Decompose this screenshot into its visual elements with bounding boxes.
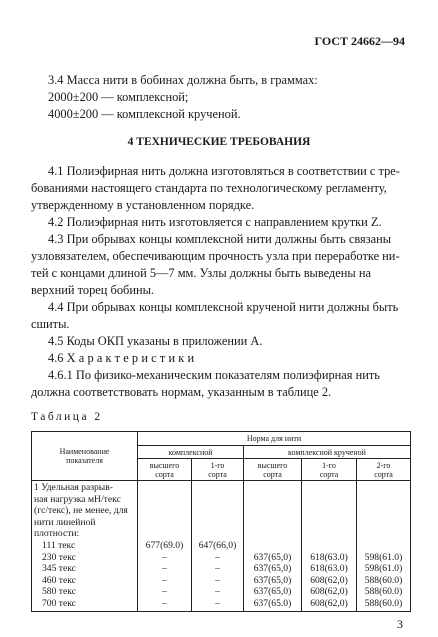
density-580: 580 текс: [42, 587, 76, 598]
table-cell: 608(62,0): [310, 586, 348, 598]
column-twisted-highest: [244, 481, 302, 612]
table-2: [31, 431, 411, 612]
table-cell: 637(65,0): [253, 551, 292, 563]
table-cell: 618(63.0): [310, 563, 348, 575]
table-cell: 588(60.0): [364, 597, 403, 609]
mass-complex: 2000±200 — комплексной;: [48, 90, 189, 104]
mass-twisted: 4000±200 — комплексной крученой.: [48, 107, 241, 121]
table-header-grade: 2-го сорта: [357, 459, 411, 481]
table-parameter-cell: [32, 481, 138, 612]
column-twisted-first: [302, 481, 357, 612]
paragraph-4-5: 4.5 Коды ОКП указаны в приложении А.: [48, 334, 263, 348]
table-cell: 598(61.0): [364, 563, 403, 575]
section-title: 4 ТЕХНИЧЕСКИЕ ТРЕБОВАНИЯ: [127, 136, 311, 148]
table-cell: [303, 540, 355, 552]
parameter-line: ная нагрузка мН/текс: [34, 494, 121, 505]
table-cell: [245, 540, 300, 552]
table-cell: 608(62,0): [310, 574, 348, 586]
table-cell: –: [162, 597, 167, 609]
paragraph-4-1-line: бованиями настоящего стандарта по технологическому регламенту,: [31, 181, 387, 195]
paragraph-4-6-number: 4.6: [48, 351, 64, 365]
table-header-grade: 1-го сорта: [302, 459, 357, 481]
table-cell: 598(61.0): [364, 551, 403, 563]
table-cell: –: [162, 563, 167, 575]
paragraph-4-3-line: узловязателем, обеспечивающим прочность узла при переработке ни-: [31, 249, 400, 263]
table-header-grade: высшего сорта: [138, 459, 192, 481]
table-cell: 588(60.0): [364, 574, 403, 586]
table-cell: 637(65.0): [253, 597, 292, 609]
table-cell: –: [162, 574, 167, 586]
paragraph-4-3-line: верхний торец бобины.: [31, 283, 155, 297]
table-header-grade: 1-го сорта: [192, 459, 244, 481]
table-cell: 637(65,0): [253, 586, 292, 598]
paragraph-4-4-line: сшиты.: [31, 317, 70, 331]
table-cell: 608(62,0): [310, 597, 348, 609]
table-cell: 618(63.0): [310, 551, 348, 563]
paragraph-4-6-1-line: 4.6.1 По физико-механическим показателям полиэфирная нить: [48, 368, 380, 382]
table-cell: –: [162, 551, 167, 563]
table-cell: –: [215, 574, 220, 586]
parameter-line: (гс/текс), не менее, для: [34, 506, 128, 517]
density-111: 111 текс: [42, 540, 76, 551]
table-header-grade: высшего сорта: [244, 459, 302, 481]
table-cell: –: [215, 563, 220, 575]
table-cell: –: [215, 597, 220, 609]
table-cell: 637(65,0): [253, 563, 292, 575]
table-caption: Таблица 2: [31, 411, 103, 423]
paragraph-4-3-line: тей с концами длиной 5—7 мм. Узлы должны быть выведены на: [31, 266, 371, 280]
table-cell: 677(69.0): [145, 539, 184, 551]
paragraph-4-1-line: утвержденному в установленном порядке.: [31, 198, 255, 212]
table-cell: –: [215, 586, 220, 598]
paragraph-4-2: 4.2 Полиэфирная нить изготовляется с направлением крутки Z.: [48, 215, 382, 229]
column-complex-first: [192, 481, 244, 612]
paragraph-4-1-line: 4.1 Полиэфирная нить должна изготовляться в соответствии с тре-: [48, 164, 400, 178]
density-460: 460 текс: [42, 575, 76, 586]
density-345: 345 текс: [42, 564, 76, 575]
table-header-complex: комплексной: [138, 446, 244, 459]
table-cell: 637(65,0): [253, 574, 292, 586]
table-header-twisted: комплексной крученой: [244, 446, 411, 459]
paragraph-4-3-line: 4.3 При обрывах концы комплексной нити должны быть связаны: [48, 232, 392, 246]
table-cell: –: [215, 551, 220, 563]
table-cell: 647(66,0): [198, 539, 237, 551]
parameter-line: 1 Удельная разрыв-: [34, 483, 113, 493]
standard-number: ГОСТ 24662—94: [314, 34, 405, 48]
table-header-parameter: Наименование показателя: [32, 432, 138, 481]
table-header-norm: Норма для нити: [138, 432, 411, 446]
page-number: 3: [397, 617, 403, 631]
density-700: 700 текс: [42, 598, 76, 609]
paragraph-3-4: 3.4 Масса нити в бобинах должна быть, в граммах:: [48, 73, 318, 87]
parameter-line: плотности:: [34, 529, 80, 540]
column-complex-highest: [138, 481, 192, 612]
table-cell: 588(60.0): [364, 586, 403, 598]
paragraph-4-6-title: Характеристики: [66, 351, 198, 365]
paragraph-4-6-1-line: должна соответствовать нормам, указанным в таблице 2.: [31, 385, 332, 399]
density-230: 230 текс: [42, 552, 76, 563]
parameter-line: нити линейной: [34, 517, 96, 528]
paragraph-4-4-line: 4.4 При обрывах концы комплексной крученой нити должны быть: [48, 300, 399, 314]
table-cell: [358, 540, 409, 552]
column-twisted-second: [357, 481, 411, 612]
paragraph-4-6: [48, 350, 197, 367]
table-cell: –: [162, 586, 167, 598]
